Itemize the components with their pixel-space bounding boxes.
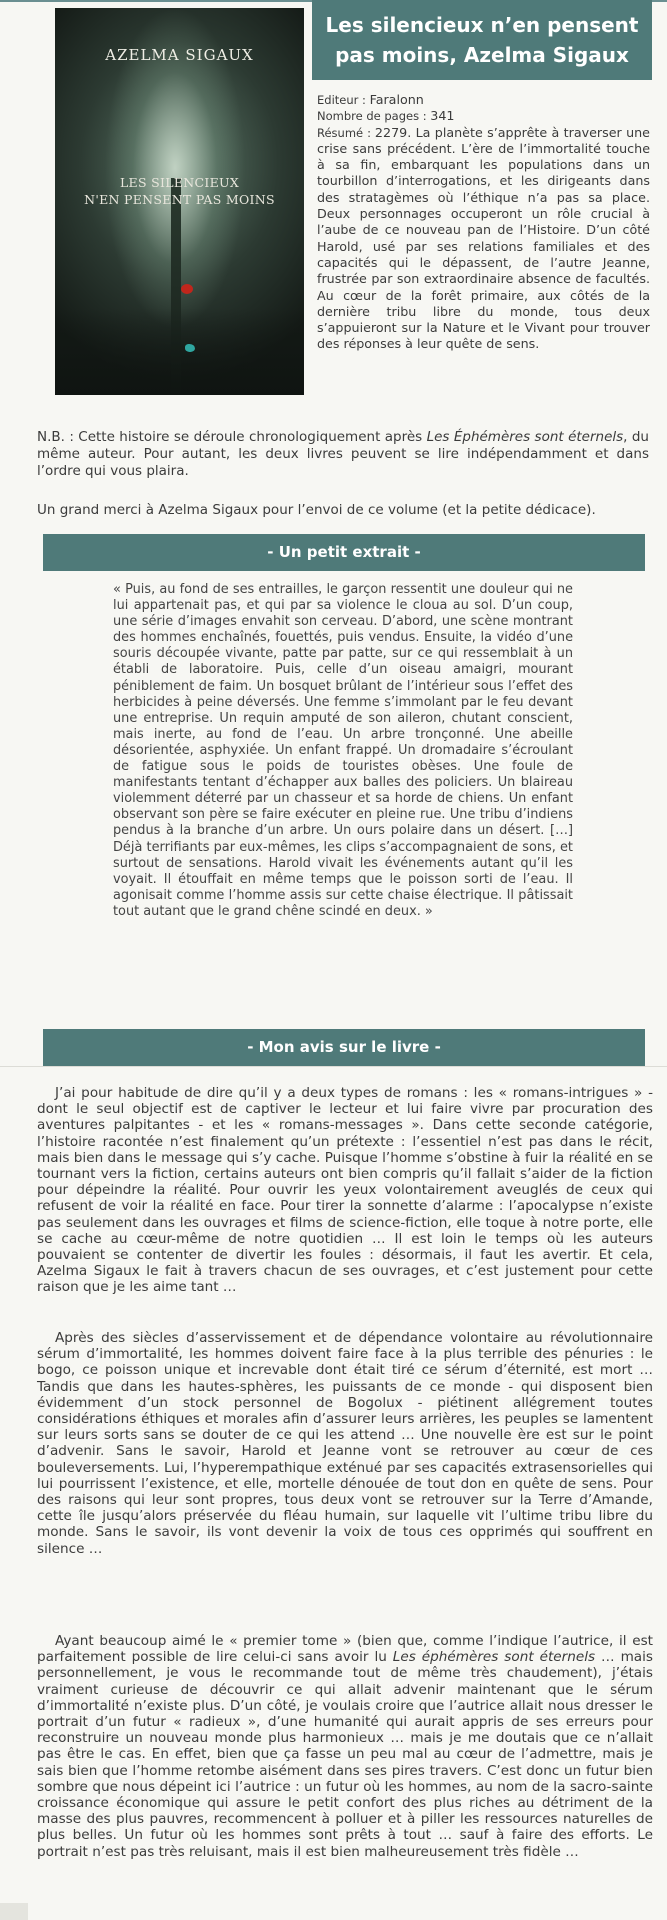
summary-label: Résumé : (317, 125, 375, 140)
review-heading: - Mon avis sur le livre - (43, 1029, 645, 1066)
editor-row (317, 92, 650, 108)
cover-title (55, 174, 304, 208)
pages-row (317, 108, 650, 124)
review-paragraph-3: Ayant beaucoup aimé le « premier tome » (bien que, comme l’indique l’autrice, il est parfaitement possible de lire celui-ci sans avoir lu Les éphémères sont éternels … mais personnellement, je vous le recommande tout de même très chaudement), j’étais vraiment curieuse de découvrir ce qui allait advenir maintenant que le sérum d’immortalité n’existe plus. D’un côté, je voulais croire que l’autrice allait nous dresser le portrait d’un futur « radieux », d’une humanité qui aurait appris de ses erreurs pour reconstruire un nouveau monde plus harmonieux … mais je me doutais que ce n’allait pas être le cas. En effet, bien que ça fasse un peu mal au cœur de l’admettre, mais je sais bien que l’homme retombe aisément dans ses pires travers. C’est donc un futur bien sombre que nous dépeint ici l’autrice : un futur où les hommes, au nom de la sacro-sainte croissance économique qui assure le petit confort des plus riches au détriment de la masse des plus pauvres, recommencent à polluer et à piller les ressources naturelles de plus belles. Un futur où les hommes sont prêts à tout … sauf à faire des efforts. Le portrait n’est pas très reluisant, mais il est bien malheureusement très fidèle … (37, 1633, 654, 1860)
cover-blue-bird (185, 344, 195, 352)
book-metadata (317, 92, 650, 353)
review-paragraph-1: J’ai pour habitude de dire qu’il y a deux types de romans : les « romans-intrigues » - dont le seul objectif est de captiver le lecteur et lui faire vivre par procuration des aventures palpitantes - et les « romans-messages ». Dans cette seconde catégorie, l’histoire racontée n’est finalement qu’un prétexte : l’essentiel n’est pas dans le récit, mais bien dans le message qui s’y cache. Puisque l’homme s’obstine à fuir la réalité en se tournant vers la fiction, certains auteurs ont bien compris qu’il fallait s’aider de la fiction pour dépeindre la réalité. Pour ouvrir les yeux volontairement aveuglés de ceux qui refusent de voir la réalité en face. Pour tirer la sonnette d’alarme : l’apocalypse n’existe pas seulement dans les ouvrages et films de science-fiction, elle toque à notre porte, elle se cache au cœur-même de notre quotidien … Il est loin le temps où les auteurs pouvaient se contenter de divertir les foules : désormais, il faut les avertir. Et cela, Azelma Sigaux le fait à travers chacun de ses ouvrages, et c’est justement pour cette raison que je les aime tant … (37, 1085, 653, 1296)
book-title-line2: pas moins, Azelma Sigaux (335, 43, 629, 67)
summary-text: 2279. La planète s’apprête à traverser une crise sans précédent. L’ère de l’immortalité touche à sa fin, embarquant les populations dans un tourbillon d’interrogations, et les dirigeants dans des stratagèmes où l’éthique n’a pas sa place. Deux personnages occuperont un rôle crucial à l’aube de ce nouveau pan de l’Histoire. D’un côté Harold, usé par ses relations familiales et des capacités qui le dépassent, de l’autre Jeanne, frustrée par son extraordinaire absence de facultés. Au cœur de la forêt primaire, aux côtés de la dernière tribu libre du monde, tous deux s’appuieront sur la Nature et le Vivant pour trouver des réponses à leur quête de sens. (317, 124, 650, 352)
cover-title-line1: LES SILENCIEUX (119, 175, 240, 190)
extract-text: « Puis, au fond de ses entrailles, le garçon ressentit une douleur qui ne lui appartenait pas, et qui par sa violence le cloua au sol. D’un coup, une série d’images envahit son cerveau. D’abord, une scène montrant des hommes enchaînés, fouettés, puis vendus. Ensuite, la vidéo d’une souris découpée vivante, patte par patte, sur ce qui ressemblait à un établi de laboratoire. Puis, celle d’un oiseau amaigri, mourant péniblement de faim. Un bosquet brûlant de l’intérieur sous l’effet des herbicides à peine déversés. Une femme s’immolant par le feu devant une entreprise. Un requin amputé de son aileron, chutant conscient, mais inerte, au fond de l’eau. Un arbre tronçonné. Une abeille désorientée, asphyxiée. Un enfant frappé. Un dromadaire s’écroulant de fatigue sous le poids de touristes obèses. Une foule de manifestants tentant d’échapper aux balles des policiers. Un blaireau violemment déterré par un chasseur et sa horde de chiens. Un enfant observant son père se faire exécuter en pleine rue. Une tribu d’indiens pendus à la branche d’un arbre. Un ours polaire dans un désert. […] Déjà terrifiants par eux-mêmes, les clips s’accompagnaient de sons, et surtout de sensations. Harold vivait les événements autant qu’il les voyait. Il étouffait en même temps que le poisson sorti de l’eau. Il agonisait comme l’homme assis sur cette chaise électrique. Il pâtissait tout autant que le grand chêne scindé en deux. » (113, 582, 573, 919)
review-paragraph-2: Après des siècles d’asservissement et de dépendance volontaire au révolutionnaire sérum d’immortalité, les hommes doivent faire face à la plus terrible des pénuries : le bogo, ce poisson unique et increvable dont était tiré ce sérum d’éternité, est mort … Tandis que dans les hautes-sphères, les puissants de ce monde - qui disposent bien évidemment d’un stock personnel de Bogolux - piétinent allégrement toutes considérations éthiques et morales afin d’assurer leurs arrières, les peuples se lamentent sur leurs sorts sans se douter de ce qui les attend … Une nouvelle ère est sur le point d’advenir. Sans le savoir, Harold et Jeanne vont se retrouver au cœur de ces bouleversements. Lui, l’hyperempathique exténué par ses capacités extrasensorielles qui lui pourrissent l’existence, et elle, mortelle dénouée de tout don en quête de sens. Pour des raisons qui leur sont propres, tous deux vont se retrouver sur la Terre d’Amande, cette île jusqu’alors préservée du fléau humain, sur laquelle vit l’ultime tribu libre du monde. Sans le savoir, ils vont devenir la voix de tous ces opprimés qui souffrent en silence … (37, 1330, 653, 1557)
book-title-banner (312, 0, 652, 80)
summary-row (317, 125, 650, 353)
review-book-reference: Les éphémères sont éternels (392, 1649, 596, 1666)
page-edge-mark (0, 1903, 28, 1920)
cover-title-line2: N'EN PENSENT PAS MOINS (84, 192, 275, 207)
nb-book-reference: Les Éphémères sont éternels (426, 429, 624, 445)
editor-label: Editeur : (317, 93, 370, 107)
editor-value: Faralonn (369, 92, 424, 107)
cover-red-flower (181, 284, 193, 294)
book-title-line1: Les silencieux n’en pensent (325, 13, 639, 37)
pages-label: Nombre de pages : (317, 109, 431, 124)
pages-value: 341 (430, 108, 455, 124)
thanks-line: Un grand merci à Azelma Sigaux pour l’envoi de ce volume (et la petite dédicace). (37, 502, 596, 518)
extract-heading: - Un petit extrait - (43, 534, 645, 571)
cover-roots (55, 308, 304, 395)
nb-note: N.B. : Cette histoire se déroule chronologiquement après Les Éphémères sont éternels, du même auteur. Pour autant, les deux livres peuvent se lire indépendamment et dans l’ordre qui vous plaira. (37, 429, 649, 479)
section-divider (0, 1066, 667, 1067)
book-cover-image (55, 8, 304, 395)
cover-author: AZELMA SIGAUX (105, 46, 254, 64)
